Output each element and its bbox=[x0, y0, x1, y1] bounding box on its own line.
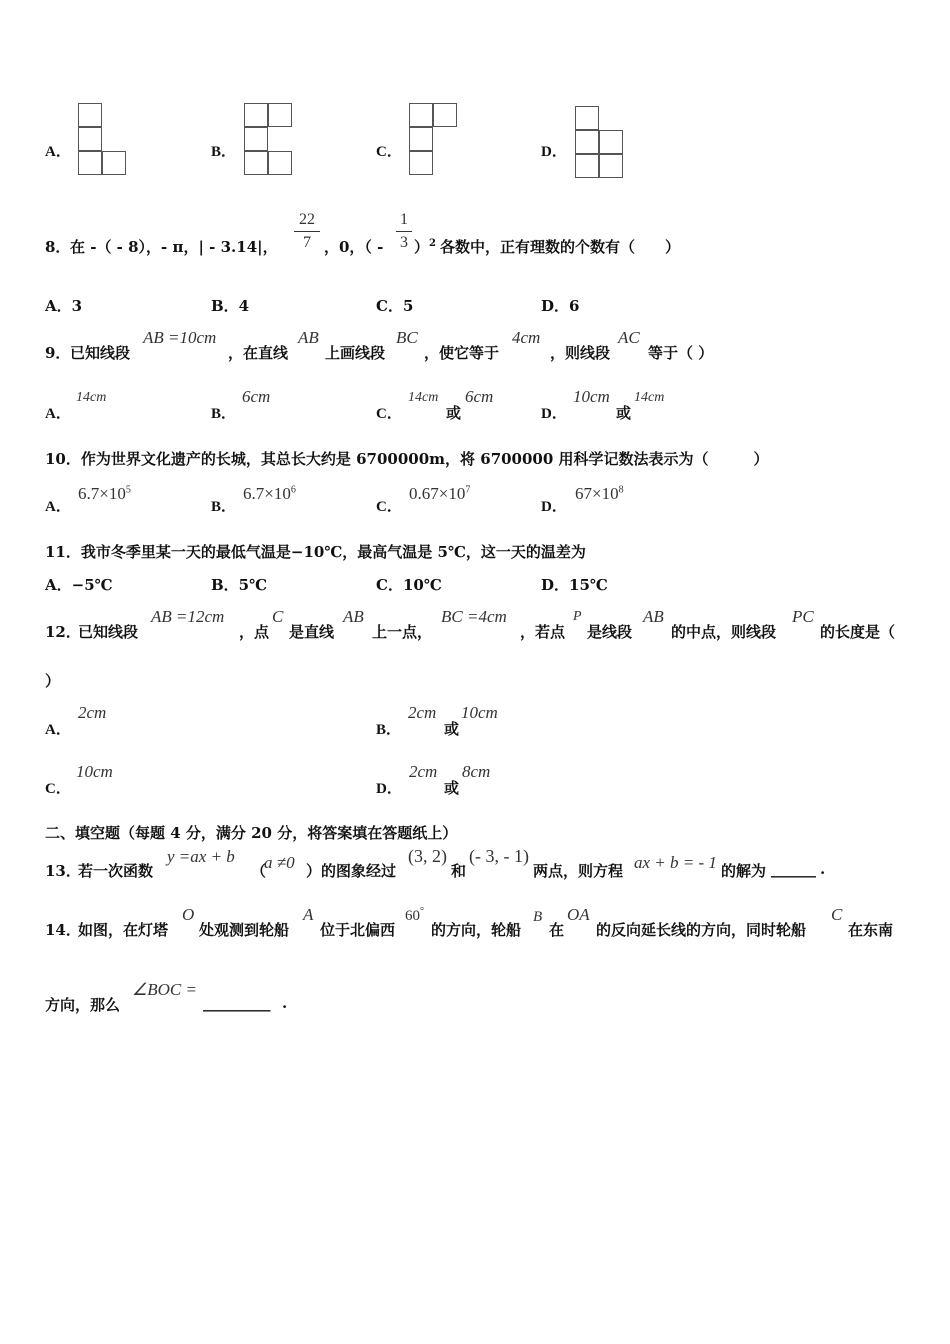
q8-option-b: B．4 bbox=[211, 297, 250, 315]
q14-number: 14． bbox=[45, 921, 81, 939]
q14-math-60deg: 60° bbox=[405, 906, 424, 924]
q14-text-9: . bbox=[282, 994, 288, 1012]
q14-math-oa: OA bbox=[567, 905, 590, 924]
q12-option-b-or: 或 bbox=[444, 720, 460, 738]
q8-frac1-den: 7 bbox=[303, 234, 311, 251]
q12-option-c: 10cm bbox=[76, 762, 113, 781]
q11-option-b: B．5℃ bbox=[211, 576, 268, 594]
q9-option-d-label: D． bbox=[541, 406, 567, 422]
q8-exponent: 2 bbox=[429, 238, 436, 249]
q12-text-1: 已知线段 bbox=[78, 623, 139, 641]
q9-option-b-label: B． bbox=[211, 406, 237, 422]
q14-text-6: 的反向延长线的方向，同时轮船 bbox=[596, 921, 807, 939]
q12-option-a-label: A． bbox=[45, 722, 71, 738]
q13-answer-blank[interactable]: ______ bbox=[771, 860, 816, 878]
q8-text-3: ）$^2$ bbox=[414, 238, 436, 256]
q12-option-d-1: 2cm bbox=[409, 762, 438, 781]
q8-text-1: 在 -（ - 8），- π，| - 3.14|， bbox=[70, 238, 278, 256]
q12-text-8: 的长度是（ bbox=[820, 623, 896, 641]
q8-frac2-den: 3 bbox=[400, 234, 408, 251]
q12-option-c-label: C． bbox=[45, 781, 71, 797]
q12-option-d-2: 8cm bbox=[462, 762, 491, 781]
q13-math-point-2: (- 3, - 1) bbox=[469, 846, 529, 866]
q13-text-1: 若一次函数 bbox=[78, 862, 154, 880]
q9-option-b: 6cm bbox=[242, 387, 271, 406]
q8-number: 8． bbox=[45, 238, 71, 256]
q11-text: 11．我市冬季里某一天的最低气温是−10℃，最高气温是 5℃，这一天的温差为 bbox=[45, 543, 586, 561]
section-2-heading: 二、填空题（每题 4 分，满分 20 分，将答案填在答题纸上） bbox=[45, 824, 458, 842]
q12-option-b-1: 2cm bbox=[408, 703, 437, 722]
q12-math-bc-4cm: BC =4cm bbox=[441, 607, 507, 626]
q7-option-a-label: A． bbox=[45, 144, 71, 160]
q11-option-d: D．15℃ bbox=[541, 576, 608, 594]
q13-text-6: 的解为 bbox=[721, 862, 767, 880]
q9-text-4: ，使它等于 bbox=[424, 344, 500, 362]
q7-option-c-label: C． bbox=[376, 144, 402, 160]
q12-text-5: ，若点 bbox=[520, 623, 566, 641]
q9-math-4cm: 4cm bbox=[512, 328, 541, 347]
q12-option-b-label: B． bbox=[376, 722, 402, 738]
q9-option-c-1: 14cm bbox=[408, 390, 439, 405]
q10-text: 10．作为世界文化遗产的长城，其总长大约是 6700000m，将 6700000 用科学记数法表示为（ ） bbox=[45, 450, 769, 468]
q12-math-p: P bbox=[573, 609, 582, 624]
q13-math-a-ne-0: a ≠0 bbox=[264, 853, 295, 872]
q12-option-a: 2cm bbox=[78, 703, 107, 722]
q10-option-d: $67\times 10^8$ bbox=[575, 484, 624, 503]
q10-option-c-label: C． bbox=[376, 499, 402, 515]
q14-text-2: 处观测到轮船 bbox=[199, 921, 290, 939]
q9-text-1: 已知线段 bbox=[70, 344, 131, 362]
q12-option-b-2: 10cm bbox=[461, 703, 498, 722]
q9-option-c-label: C． bbox=[376, 406, 402, 422]
q9-text-2: ，在直线 bbox=[228, 344, 289, 362]
q12-text-2: ，点 bbox=[239, 623, 270, 641]
q13-text-5: 两点，则方程 bbox=[533, 862, 624, 880]
q12-text-7: 的中点，则线段 bbox=[671, 623, 777, 641]
q12-math-c: C bbox=[272, 607, 284, 626]
q13-math-equation: ax + b = - 1 bbox=[634, 853, 717, 872]
q7-option-b-label: B． bbox=[211, 144, 237, 160]
q8-frac1-num: 22 bbox=[299, 211, 315, 228]
q10-option-c: $0.67\times 10^7$ bbox=[409, 484, 471, 503]
q14-text-8: 方向，那么 bbox=[45, 996, 121, 1014]
q9-text-3: 上画线段 bbox=[325, 344, 386, 362]
q13-text-4: 和 bbox=[451, 862, 467, 880]
q8-option-a: A．3 bbox=[45, 297, 83, 315]
q13-number: 13． bbox=[45, 862, 81, 880]
q14-text-3: 位于北偏西 bbox=[320, 921, 396, 939]
q9-option-a: 14cm bbox=[76, 390, 107, 405]
q8-text-4: 各数中，正有理数的个数有（ ） bbox=[440, 238, 681, 256]
q12-option-d-or: 或 bbox=[444, 779, 460, 797]
q12-math-pc: PC bbox=[792, 607, 814, 626]
q8-fraction-22-7 bbox=[294, 211, 320, 252]
q8-option-c: C．5 bbox=[376, 297, 414, 315]
q10-option-a-label: A． bbox=[45, 499, 71, 515]
q7-option-d-label: D． bbox=[541, 144, 567, 160]
q12-math-ab-2: AB bbox=[643, 607, 664, 626]
q9-math-ab: AB bbox=[298, 328, 319, 347]
q12-text-4: 上一点， bbox=[372, 623, 433, 641]
q14-math-a: A bbox=[303, 905, 314, 924]
q12-number: 12． bbox=[45, 623, 81, 641]
q9-text-6: 等于（ ） bbox=[648, 344, 714, 362]
q12-math-ab: AB bbox=[343, 607, 364, 626]
q14-text-1: 如图，在灯塔 bbox=[78, 921, 169, 939]
q13-text-2: （ bbox=[251, 862, 267, 880]
q11-option-a: A．−5℃ bbox=[45, 576, 113, 594]
q9-math-ab-10cm: AB =10cm bbox=[143, 328, 217, 347]
q9-option-c-or: 或 bbox=[446, 404, 462, 422]
q9-option-a-label: A． bbox=[45, 406, 71, 422]
q10-option-b-label: B． bbox=[211, 499, 237, 515]
q10-option-d-label: D． bbox=[541, 499, 567, 515]
q13-text-7: . bbox=[820, 860, 826, 878]
q9-option-d-2: 14cm bbox=[634, 390, 665, 405]
q11-option-c: C．10℃ bbox=[376, 576, 442, 594]
q8-text-2: ，0，（ - bbox=[324, 238, 384, 256]
q9-math-ac: AC bbox=[618, 328, 640, 347]
q13-math-function: y =ax + b bbox=[167, 847, 235, 866]
q10-option-b: $6.7\times 10^6$ bbox=[243, 484, 296, 503]
q13-math-point-1: (3, 2) bbox=[408, 846, 447, 866]
q8-frac2-num: 1 bbox=[400, 211, 408, 228]
q12-text-9: ） bbox=[45, 672, 61, 690]
q14-math-o: O bbox=[182, 905, 195, 924]
q14-math-c: C bbox=[831, 905, 843, 924]
q9-number: 9． bbox=[45, 344, 71, 362]
q14-answer-blank[interactable]: _________ bbox=[203, 994, 271, 1012]
q12-option-d-label: D． bbox=[376, 781, 402, 797]
q8-option-d: D．6 bbox=[541, 297, 580, 315]
q12-text-3: 是直线 bbox=[289, 623, 335, 641]
q13-text-3: ）的图象经过 bbox=[306, 862, 397, 880]
q14-text-4: 的方向，轮船 bbox=[431, 921, 522, 939]
q8-fraction-1-3 bbox=[396, 211, 412, 252]
q9-math-bc: BC bbox=[396, 328, 418, 347]
q14-text-5: 在 bbox=[549, 921, 565, 939]
q12-math-ab-12cm: AB =12cm bbox=[151, 607, 225, 626]
q9-text-5: ，则线段 bbox=[550, 344, 611, 362]
q9-option-d-or: 或 bbox=[616, 404, 632, 422]
q14-math-b: B bbox=[533, 909, 543, 925]
q12-text-6: 是线段 bbox=[587, 623, 633, 641]
q9-option-c-2: 6cm bbox=[465, 387, 494, 406]
q9-option-d-1: 10cm bbox=[573, 387, 610, 406]
q14-math-angle-boc: ∠BOC = bbox=[132, 980, 197, 999]
q14-text-7: 在东南 bbox=[848, 921, 894, 939]
q10-option-a: $6.7\times 10^5$ bbox=[78, 484, 131, 503]
